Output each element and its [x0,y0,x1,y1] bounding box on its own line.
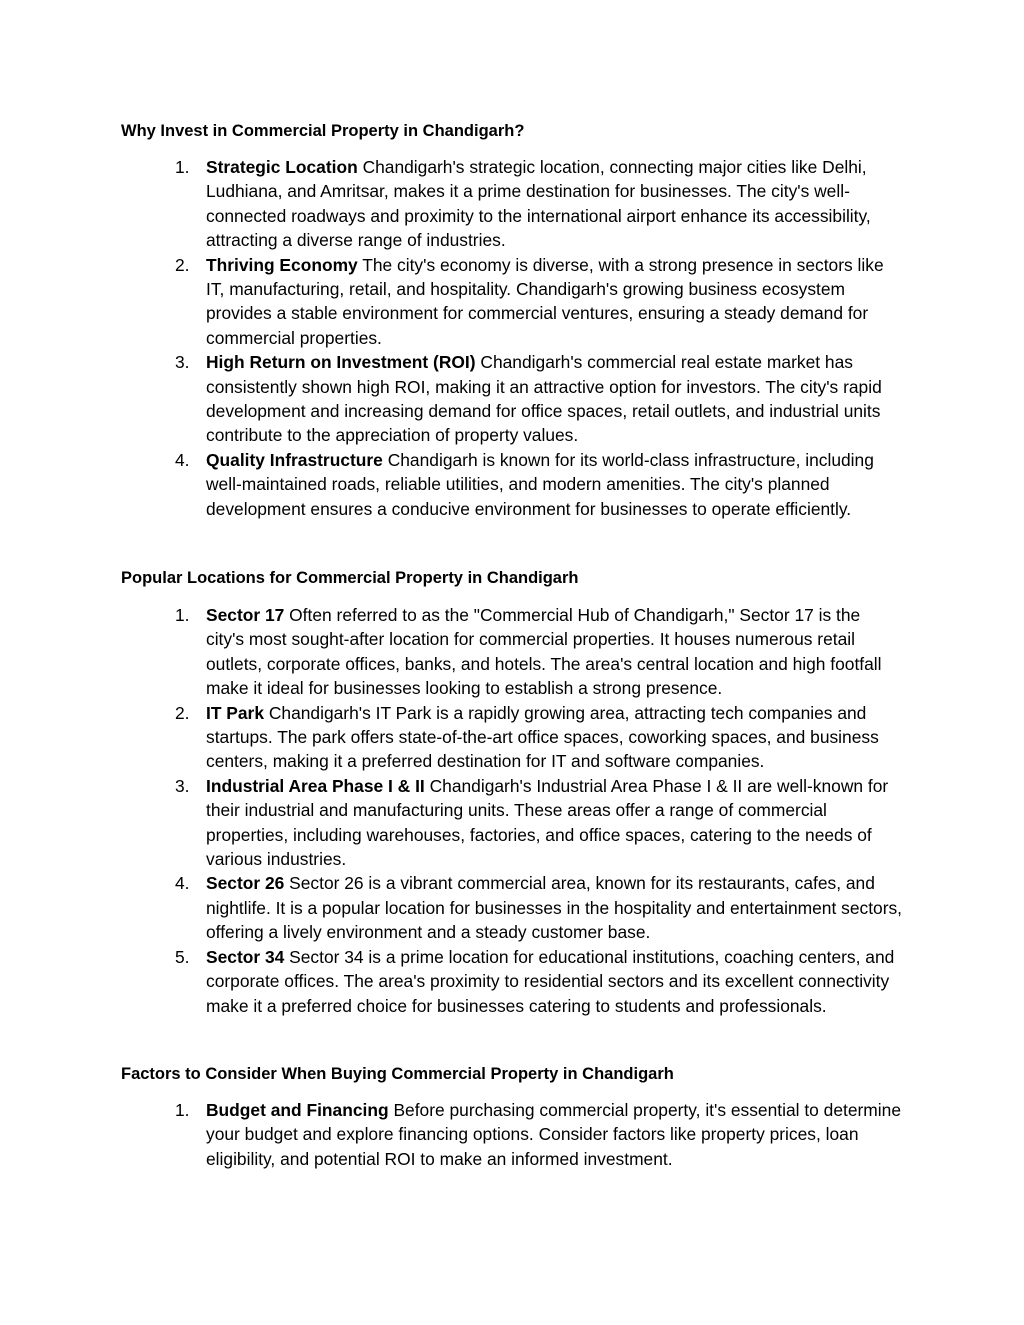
list-item-text: The city's economy is diverse, with a strong presence in sectors like IT, manufacturing, retail, and hospitality. Chandigarh's growing business ecosystem provides a stable environment for commercial ventures, ensuring a steady demand for commercial properties. [206,254,884,348]
list-item-number: 1. [175,157,190,177]
list-item [121,871,903,944]
list-item-number: 1. [175,605,190,625]
list-item [121,774,903,872]
list-item [121,448,903,521]
list-item-number: 3. [175,352,190,373]
list-item-title: High Return on Investment (ROI) [206,352,476,373]
list-item-title: Industrial Area Phase I & II [206,775,425,796]
list-item-number: 3. [175,775,190,796]
list-item [121,945,903,1018]
list-item-text: Chandigarh's commercial real estate market has consistently shown high ROI, making it an attractive option for investors. The city's rapid development and increasing demand for office spaces, retail outlets, and industrial units contribute to the appreciation of property values. [206,352,882,446]
list-item-text: Before purchasing commercial property, it's essential to determine your budget and explore financing options. Consider factors like property prices, loan eligibility, and potential ROI to make an informed investment. [206,1100,901,1169]
list-item-number: 5. [175,946,190,967]
list-item-text: Sector 26 is a vibrant commercial area, known for its restaurants, cafes, and nightlife. It is a popular location for businesses in the hospitality and entertainment sectors, offering a lively environment and a steady customer base. [206,873,903,943]
list-item-text: Often referred to as the "Commercial Hub of Chandigarh," Sector 17 is the city's most sought-after location for commercial properties. It houses numerous retail outlets, corporate offices, banks, and hotels. The area's central location and high footfall make it ideal for businesses looking to establish a strong presence. [206,605,882,699]
list-item [121,1098,903,1171]
section-heading: Why Invest in Commercial Property in Chandigarh? [121,122,525,140]
list-item [121,701,903,774]
list-item-title: Sector 17 [206,605,285,625]
list-item-number: 2. [175,702,190,723]
section-heading: Popular Locations for Commercial Property in Chandigarh [121,569,579,587]
list-item-number: 4. [175,449,190,470]
numbered-list [121,1098,921,1171]
list-item [121,350,903,448]
list-item-text: Chandigarh's IT Park is a rapidly growing area, attracting tech companies and startups. The park offers state-of-the-art office spaces, coworking spaces, and business centers, making it a preferred destination for IT and software companies. [206,702,879,772]
list-item [121,155,903,253]
section-heading: Factors to Consider When Buying Commercial Property in Chandigarh [121,1065,674,1083]
list-item-title: Sector 26 [206,873,285,894]
numbered-list [121,603,921,1018]
list-item-title: Budget and Financing [206,1100,389,1120]
list-item-number: 1. [175,1100,190,1120]
list-item-title: IT Park [206,702,264,723]
list-item [121,603,903,701]
list-item-text: Chandigarh's Industrial Area Phase I & II are well-known for their industrial and manufacturing units. These areas offer a range of commercial properties, including warehouses, factories, and office spaces, catering to the needs of various industries. [206,775,889,870]
list-item-number: 2. [175,254,190,275]
list-item-text: Chandigarh is known for its world-class infrastructure, including well-maintained roads, reliable utilities, and modern amenities. The city's planned development ensures a conducive environment for businesses to operate efficiently. [206,449,874,519]
list-item-text: Chandigarh's strategic location, connecting major cities like Delhi, Ludhiana, and Amritsar, makes it a prime destination for businesses. The city's well-connected roadways and proximity to the international airport enhance its accessibility, attracting a diverse range of industries. [206,157,871,251]
list-item-title: Thriving Economy [206,254,358,275]
list-item-number: 4. [175,873,190,894]
numbered-list [121,155,921,521]
list-item-title: Strategic Location [206,157,358,177]
list-item [121,253,903,351]
section-popular-locations [121,566,921,1018]
section-factors-to-consider [121,1062,921,1171]
section-why-invest [121,119,921,521]
list-item-title: Sector 34 [206,946,285,967]
list-item-text: Sector 34 is a prime location for educational institutions, coaching centers, and corporate offices. The area's proximity to residential sectors and its excellent connectivity make it a preferred choice for businesses catering to students and professionals. [206,946,895,1016]
list-item-title: Quality Infrastructure [206,449,383,470]
